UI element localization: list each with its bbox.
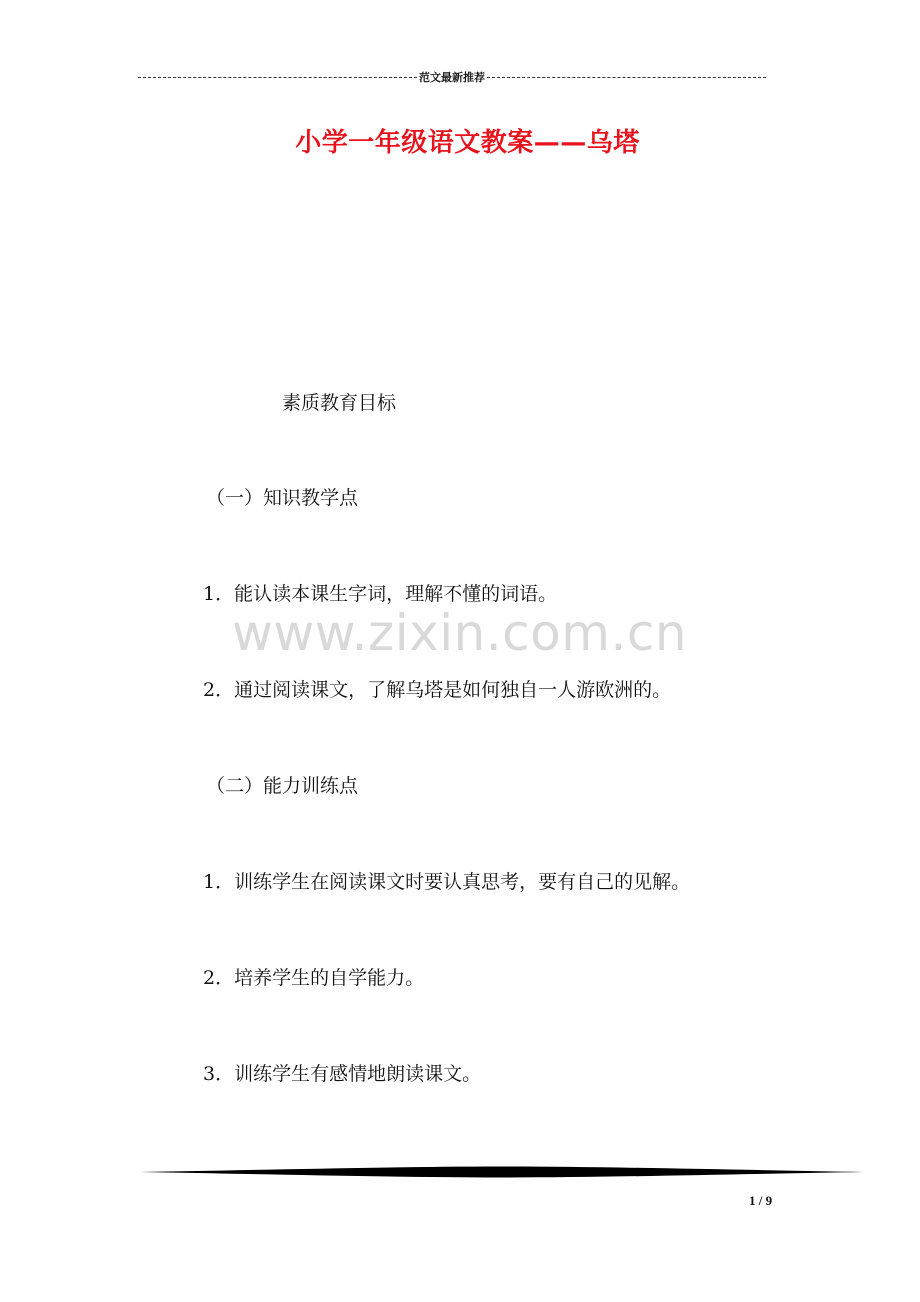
document-title: 小学一年级语文教案——乌塔 [295, 128, 640, 158]
page-header [138, 68, 766, 86]
footer-rule [140, 1166, 864, 1178]
part1-heading: （一）知识教学点 [206, 487, 359, 509]
page-number: 1 / 9 [749, 1193, 773, 1208]
header-dash-left [138, 77, 417, 78]
part2-item-2: 2．培养学生的自学能力。 [203, 967, 425, 989]
header-dash-right [487, 77, 766, 78]
watermark: www.zixin.com.cn [232, 604, 688, 662]
part2-heading: （二）能力训练点 [206, 775, 359, 797]
header-label: 范文最新推荐 [419, 71, 485, 84]
part2-item-3: 3．训练学生有感情地朗读课文。 [203, 1063, 482, 1085]
part1-item-2: 2．通过阅读课文，了解乌塔是如何独自一人游欧洲的。 [203, 679, 672, 701]
part1-item-1: 1．能认读本课生字词，理解不懂的词语。 [203, 583, 558, 605]
section-heading: 素质教育目标 [282, 392, 397, 414]
part2-item-1: 1．训练学生在阅读课文时要认真思考，要有自己的见解。 [203, 871, 691, 893]
